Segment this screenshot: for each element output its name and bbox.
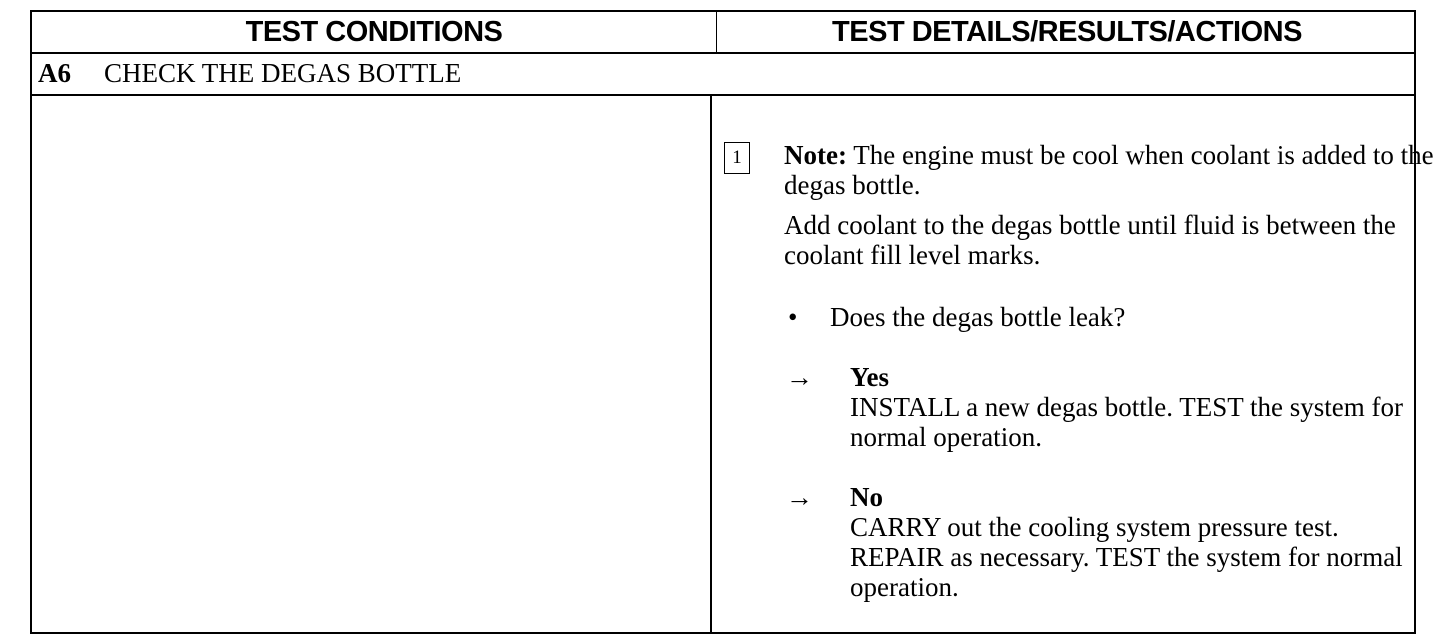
bullet-icon: • xyxy=(788,302,798,332)
table-header-row xyxy=(32,12,1414,54)
question-bullet xyxy=(784,302,1434,332)
column-divider xyxy=(710,96,712,634)
result-no-text: CARRY out the cooling system pressure test. REPAIR as necessary. TEST the system for normal operation. xyxy=(850,512,1403,602)
test-table xyxy=(30,10,1434,634)
section-title: CHECK THE DEGAS BOTTLE xyxy=(104,58,462,88)
result-yes-label: Yes xyxy=(850,362,889,392)
result-yes-text: INSTALL a new degas bottle. TEST the system for normal operation. xyxy=(850,392,1403,452)
column-header-test-conditions: TEST CONDITIONS xyxy=(245,16,503,48)
arrow-right-icon: → xyxy=(786,362,813,392)
arrow-right-icon: → xyxy=(786,482,813,512)
result-no-label: No xyxy=(850,482,883,512)
instruction-paragraph: Add coolant to the degas bottle until fluid is between the coolant fill level marks. xyxy=(784,210,1396,270)
note-paragraph xyxy=(784,140,1434,200)
header-divider xyxy=(716,12,717,52)
note-text: The engine must be cool when coolant is added to the degas bottle. xyxy=(784,140,1434,200)
result-no xyxy=(784,482,1434,602)
result-yes xyxy=(784,362,1434,452)
question-text: Does the degas bottle leak? xyxy=(830,302,1126,332)
step-content xyxy=(784,140,1434,602)
section-heading-row xyxy=(32,54,1414,96)
note-label: Note: xyxy=(784,140,847,170)
step-number-box: 1 xyxy=(724,142,750,174)
section-code: A6 xyxy=(38,58,71,88)
column-header-test-details: TEST DETAILS/RESULTS/ACTIONS xyxy=(832,16,1302,48)
